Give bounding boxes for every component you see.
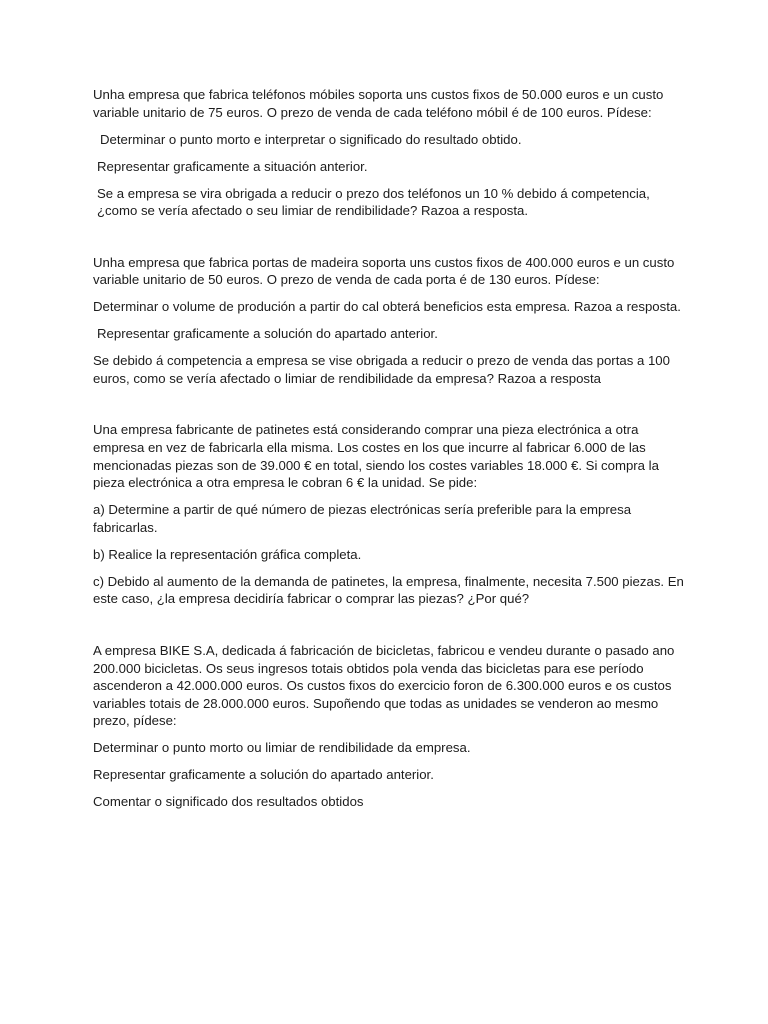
exercise-3 <box>93 421 688 608</box>
exercise-item: Determinar o punto morto e interpretar o significado do resultado obtido. <box>100 131 522 147</box>
exercise-statement: Unha empresa que fabrica portas de madeira soporta uns custos fixos de 400.000 euros e un custo variable unitario de 50 euros. O prezo de venda de cada porta é de 130 euros. Pídese: <box>93 254 679 288</box>
exercise-statement: Una empresa fabricante de patinetes está considerando comprar una pieza electrónica a otra empresa en vez de fabricarla ella misma. Los costes en los que incurre al fabricar 6.000 de las mencionadas piezas son de 39.000 € en total, siendo los costes variables 18.000 €. Si compra la pieza electrónica a otra empresa le cobran 6 € la unidad. Se pide: <box>93 422 663 491</box>
exercise-item: Se a empresa se vira obrigada a reducir o prezo dos teléfonos un 10 % debido á competencia, ¿como se vería afectado o seu limiar de rendibilidade? Razoa a resposta. <box>97 185 654 219</box>
exercise-item: c) Debido al aumento de la demanda de patinetes, la empresa, finalmente, necesita 7.500 piezas. En este caso, ¿la empresa decidiría fabricar o comprar las piezas? ¿Por qué? <box>93 573 688 607</box>
exercise-item: Representar graficamente a solución do apartado anterior. <box>97 326 438 342</box>
exercise-item: Determinar o volume de produción a partir do cal obterá beneficios esta empresa. Razoa a resposta. <box>93 299 681 315</box>
exercise-item: b) Realice la representación gráfica completa. <box>93 546 362 562</box>
document-page <box>93 86 688 811</box>
exercise-item: Representar graficamente a situación anterior. <box>97 158 368 174</box>
exercise-item: Se debido á competencia a empresa se vise obrigada a reducir o prezo de venda das portas a 100 euros, como se vería afectado o limiar de rendibilidade da empresa? Razoa a resposta <box>93 353 674 386</box>
exercise-statement: Unha empresa que fabrica teléfonos móbiles soporta uns custos fixos de 50.000 euros e un custo variable unitario de 75 euros. O prezo de venda de cada teléfono móbil é de 100 euros. Pídese: <box>93 87 668 120</box>
exercise-1 <box>93 86 685 220</box>
exercise-4 <box>93 642 685 811</box>
exercise-2 <box>93 254 685 388</box>
exercise-item: Representar graficamente a solución do apartado anterior. <box>93 767 434 783</box>
exercise-item: Determinar o punto morto ou limiar de rendibilidade da empresa. <box>93 740 471 756</box>
exercise-item: a) Determine a partir de qué número de piezas electrónicas sería preferible para la empresa fabricarlas. <box>93 502 635 535</box>
exercise-item: Comentar o significado dos resultados obtidos <box>93 794 364 810</box>
exercise-statement: A empresa BIKE S.A, dedicada á fabricación de bicicletas, fabricou e vendeu durante o pasado ano 200.000 bicicletas. Os seus ingresos totais obtidos pola venda das bicicletas para ese período ascenderon a 42.000.000 euros. Os custos fixos do exercicio foron de 6.300.000 euros e os custos variables totais de 28.000.000 euros. Supoñendo que todas as unidades se venderon ao mesmo prezo, pídese: <box>93 642 679 729</box>
